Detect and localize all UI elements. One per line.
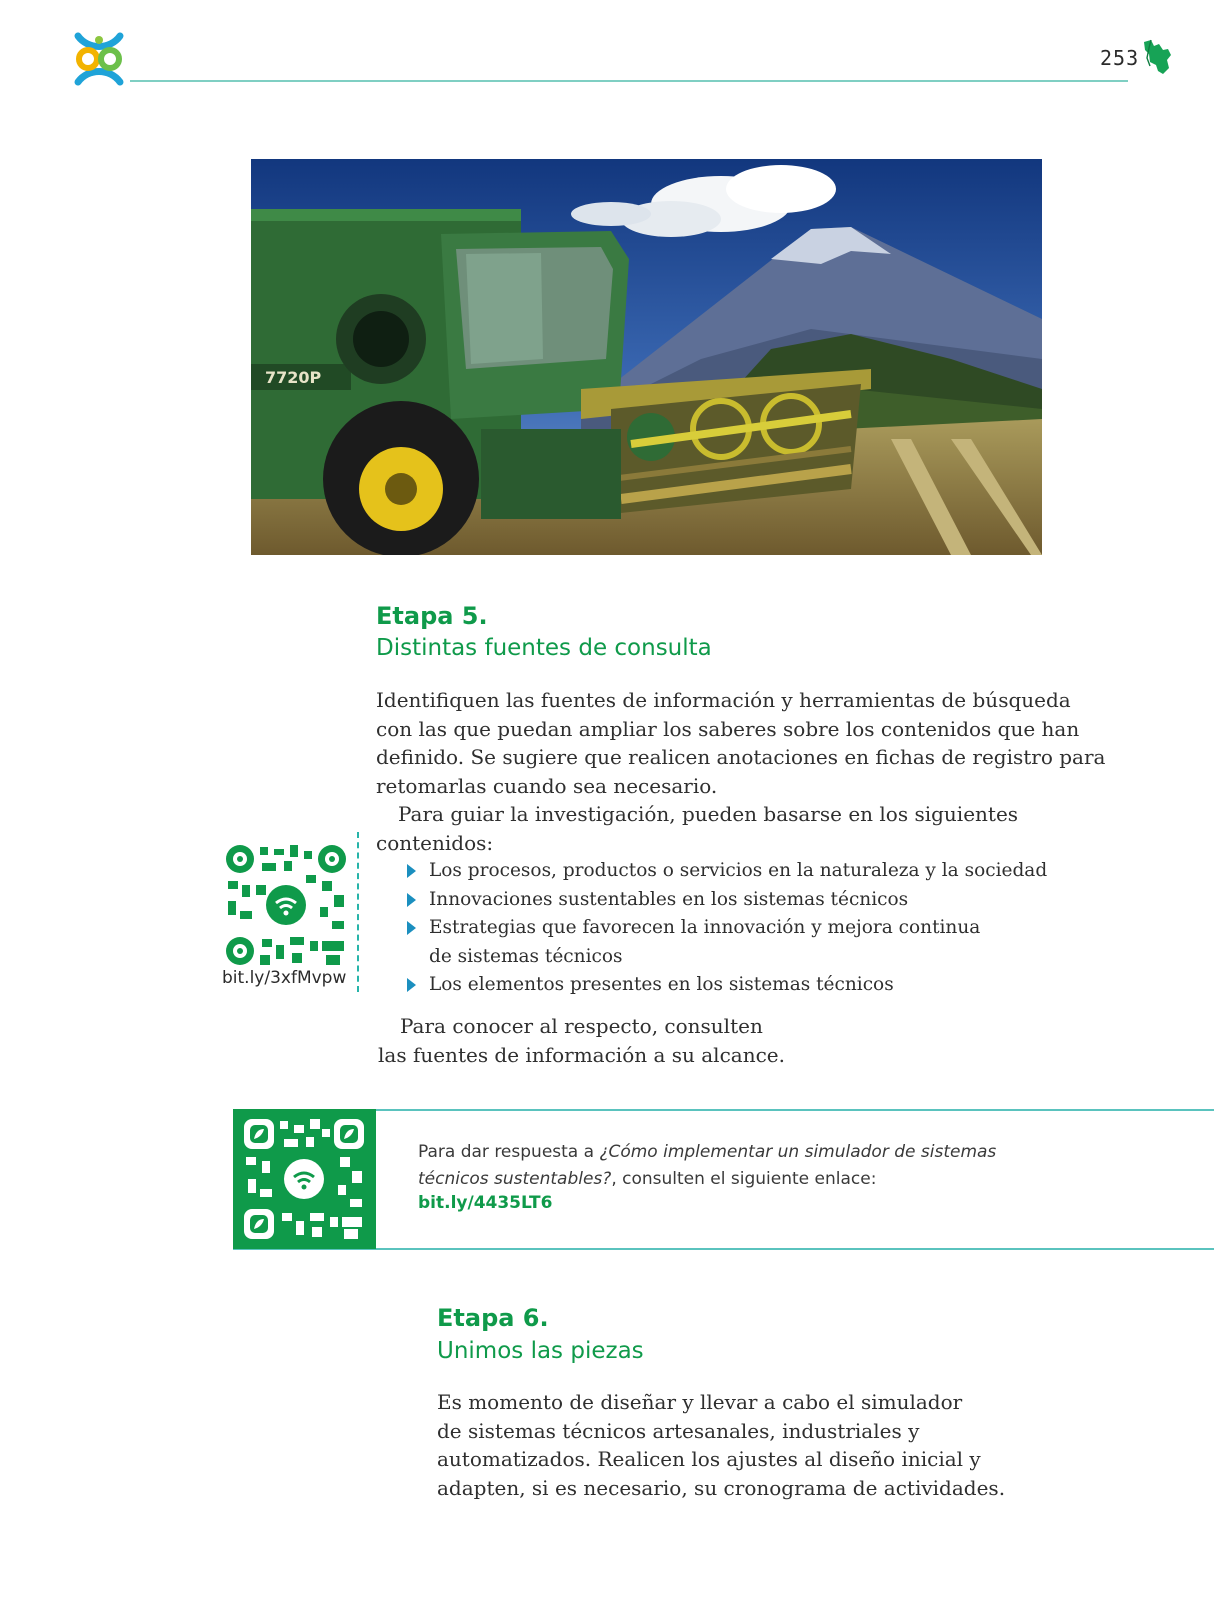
page-number: 253: [1100, 46, 1140, 70]
list-item: Estrategias que favorecen la innovación y mejora continua de sistemas técnicos: [407, 914, 1047, 971]
stage6-subtitle: Unimos las piezas: [437, 1338, 644, 1364]
stage6-paragraph: Es momento de diseñar y llevar a cabo el simulador de sistemas técnicos artesanales, industriales y automatizados. Realicen los ajustes al diseño inicial y adapten, si es necesario, su cronograma de actividades.: [437, 1390, 1006, 1500]
stage5-paragraph-1: Identifiquen las fuentes de información y herramientas de búsqueda con las que puedan ampliar los saberes sobre los contenidos que han definido. Se sugiere que realicen anotaciones en fichas de registro para retomarlas cuando sea necesario.: [376, 688, 1106, 798]
stage5-paragraph-2: Para guiar la investigación, pueden basarse en los siguientes contenidos:: [376, 802, 1019, 855]
qr-code-icon[interactable]: [226, 845, 346, 965]
infobox-top-line: [233, 1109, 1214, 1111]
infobox-link[interactable]: bit.ly/4435LT6: [418, 1193, 553, 1213]
infobox-bottom-line: [233, 1248, 1214, 1250]
infobox-text: Para dar respuesta a ¿Cómo implementar un simulador de sistemas técnicos sustentables?, consulten el siguiente enlace:: [418, 1142, 997, 1189]
qr-code-icon[interactable]: [233, 1109, 376, 1249]
header-divider: [130, 80, 1128, 82]
bullet-icon: [407, 921, 416, 935]
mexico-map-icon: [1141, 38, 1173, 76]
crossed-figure-logo-icon: [70, 30, 128, 88]
stage5-title: Etapa 5.: [376, 602, 488, 630]
bullet-icon: [407, 893, 416, 907]
stage5-contents-list: [407, 857, 1047, 1000]
bullet-icon: [407, 978, 416, 992]
machine-label: 7720P: [265, 368, 322, 387]
list-item: Los procesos, productos o servicios en la naturaleza y la sociedad: [407, 857, 1047, 886]
list-item: Los elementos presentes en los sistemas técnicos: [407, 971, 1047, 1000]
bullet-icon: [407, 864, 416, 878]
list-item: Innovaciones sustentables en los sistemas técnicos: [407, 886, 1047, 915]
qr-caption-link[interactable]: bit.ly/3xfMvpw: [222, 968, 347, 988]
dashed-separator: [357, 832, 359, 992]
stage6-title: Etapa 6.: [437, 1304, 549, 1332]
combine-harvester-photo: [251, 159, 1042, 555]
stage5-paragraph-3: Para conocer al respecto, consulten las fuentes de información a su alcance.: [378, 1014, 785, 1067]
stage5-subtitle: Distintas fuentes de consulta: [376, 635, 712, 661]
